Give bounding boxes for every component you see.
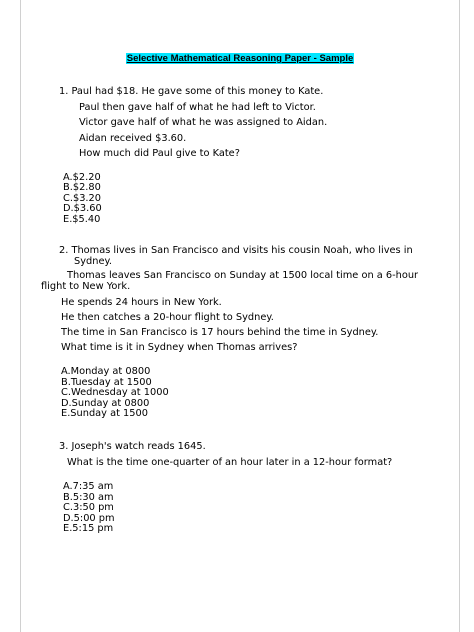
q1-line-5: How much did Paul give to Kate? — [79, 148, 240, 159]
q1-option-a: A.$2.20 — [63, 172, 101, 183]
q1-option-b: B.$2.80 — [63, 182, 101, 193]
q2-option-d: D.Sunday at 0800 — [61, 398, 150, 409]
q2-line-8: What time is it in Sydney when Thomas arrives? — [61, 342, 298, 353]
q2-option-c: C.Wednesday at 1000 — [61, 387, 169, 398]
q1-line-2: Paul then gave half of what he had left to Victor. — [79, 102, 316, 113]
q1-line-4: Aidan received $3.60. — [79, 133, 187, 144]
q3-option-a: A.7:35 am — [63, 481, 114, 492]
q2-line-7: The time in San Francisco is 17 hours behind the time in Sydney. — [61, 327, 379, 338]
document-title — [21, 53, 459, 64]
q2-line-4: flight to New York. — [41, 281, 131, 292]
q3-line-1: 3. Joseph's watch reads 1645. — [59, 441, 206, 452]
q1-line-3: Victor gave half of what he was assigned to Aidan. — [79, 117, 328, 128]
q2-option-b: B.Tuesday at 1500 — [61, 377, 152, 388]
document-title-text: Selective Mathematical Reasoning Paper - Sample — [126, 53, 354, 64]
q3-option-c: C.3:50 pm — [63, 502, 114, 513]
q3-line-2: What is the time one-quarter of an hour later in a 12-hour format? — [67, 457, 393, 468]
q3-option-b: B.5:30 am — [63, 492, 114, 503]
q2-line-6: He then catches a 20-hour flight to Sydney. — [61, 312, 274, 323]
q1-option-e: E.$5.40 — [63, 214, 101, 225]
q2-option-a: A.Monday at 0800 — [61, 366, 151, 377]
q1-option-c: C.$3.20 — [63, 193, 102, 204]
q2-line-2: Sydney. — [74, 256, 112, 267]
q3-option-e: E.5:15 pm — [63, 523, 114, 534]
q1-option-d: D.$3.60 — [63, 203, 102, 214]
q2-option-e: E.Sunday at 1500 — [61, 408, 148, 419]
q2-line-1: 2. Thomas lives in San Francisco and visits his cousin Noah, who lives in — [59, 245, 413, 256]
q2-line-3: Thomas leaves San Francisco on Sunday at 1500 local time on a 6-hour — [67, 270, 419, 281]
q2-line-5: He spends 24 hours in New York. — [61, 297, 222, 308]
q3-option-d: D.5:00 pm — [63, 513, 115, 524]
document-page — [20, 0, 460, 632]
q1-line-1: 1. Paul had $18. He gave some of this money to Kate. — [59, 86, 324, 97]
